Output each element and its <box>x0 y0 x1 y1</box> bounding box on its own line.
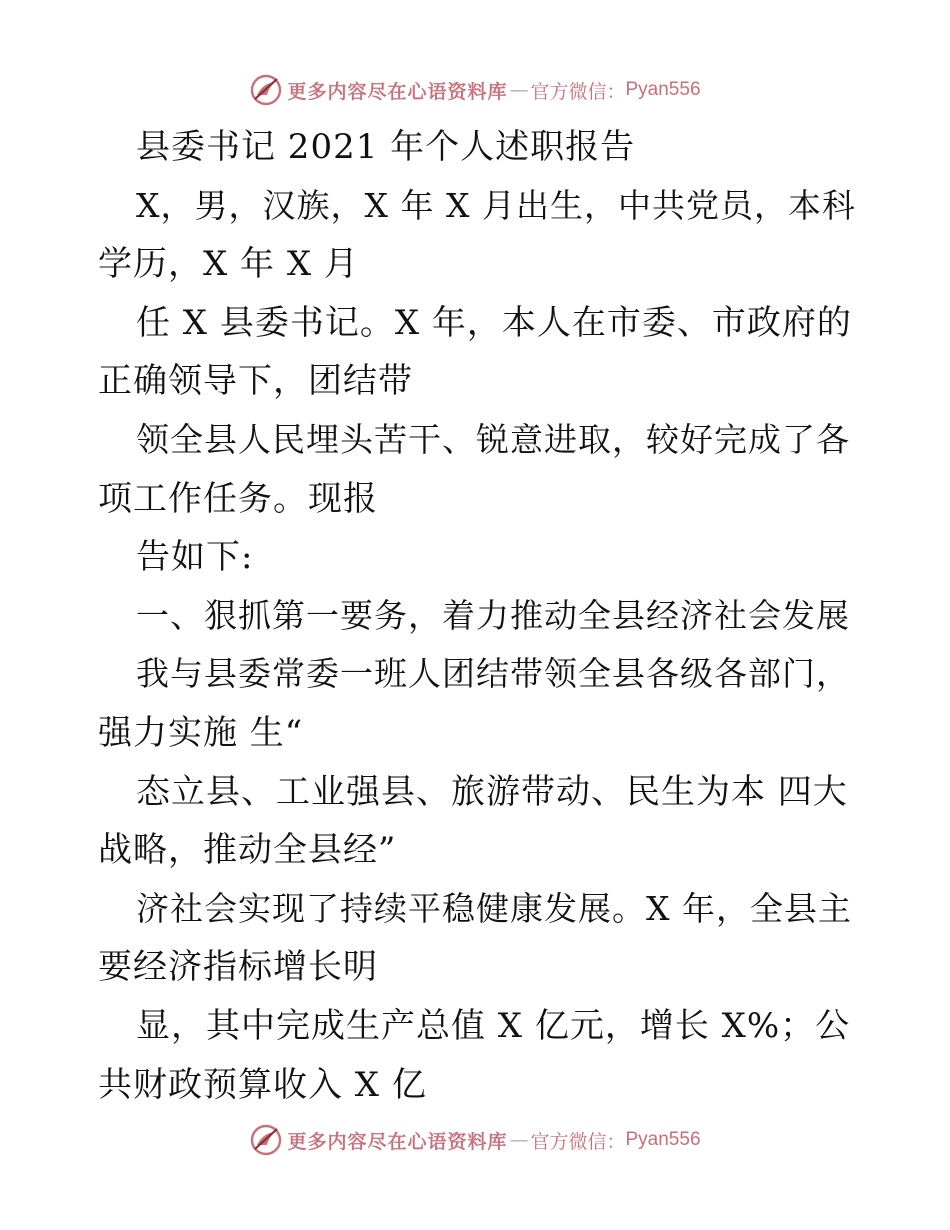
body-line: X，男，汉族，X 年 X 月出生，中共党员，本科 <box>136 185 856 225</box>
body-line: 我与县委常委一班人团结带领全县各级各部门， <box>136 654 850 694</box>
body-line: 要经济指标增长明 <box>98 947 378 988</box>
watermark-id-text: Pyan556 <box>625 1129 701 1150</box>
body-line: 共财政预算收入 X 亿 <box>98 1064 427 1105</box>
watermark-sub-text: 官方微信： <box>530 80 626 103</box>
watermark-id-text: Pyan556 <box>625 79 701 100</box>
watermark-sub-text: 官方微信： <box>530 1130 626 1153</box>
watermark-main-text: 更多内容尽在心语资料库 <box>287 1130 508 1153</box>
document-title: 县委书记 2021 年个人述职报告 <box>136 127 636 167</box>
section-heading: 一、狠抓第一要务，着力推动全县经济社会发展 <box>136 595 850 635</box>
watermark-main-text: 更多内容尽在心语资料库 <box>287 80 508 103</box>
body-line: 战略，推动全县经” <box>98 830 397 871</box>
header-watermark <box>0 70 950 110</box>
body-line: 态立县、工业强县、旅游带动、民生为本 四大 <box>136 771 848 812</box>
brand-logo-icon <box>249 1123 283 1157</box>
brand-logo-icon <box>249 73 283 107</box>
document-body <box>98 118 858 1114</box>
body-line: 任 X 县委书记。X 年，本人在市委、市政府的 <box>136 302 852 343</box>
footer-watermark <box>0 1120 950 1160</box>
body-line: 学历，X 年 X 月 <box>98 244 359 285</box>
body-line: 显，其中完成生产总值 X 亿元，增长 X%；公 <box>136 1005 851 1046</box>
watermark-separator: — <box>509 1129 529 1151</box>
body-line: 领全县人民埋头苦干、锐意进取，较好完成了各 <box>136 419 850 459</box>
body-line: 项工作任务。现报 <box>98 478 378 519</box>
body-line: 告如下: <box>136 537 254 578</box>
watermark-separator: — <box>509 79 529 101</box>
body-line: 正确领导下，团结带 <box>98 361 413 402</box>
body-line: 强力实施 生“ <box>98 712 304 753</box>
body-line: 济社会实现了持续平稳健康发展。X 年，全县主 <box>136 888 852 928</box>
